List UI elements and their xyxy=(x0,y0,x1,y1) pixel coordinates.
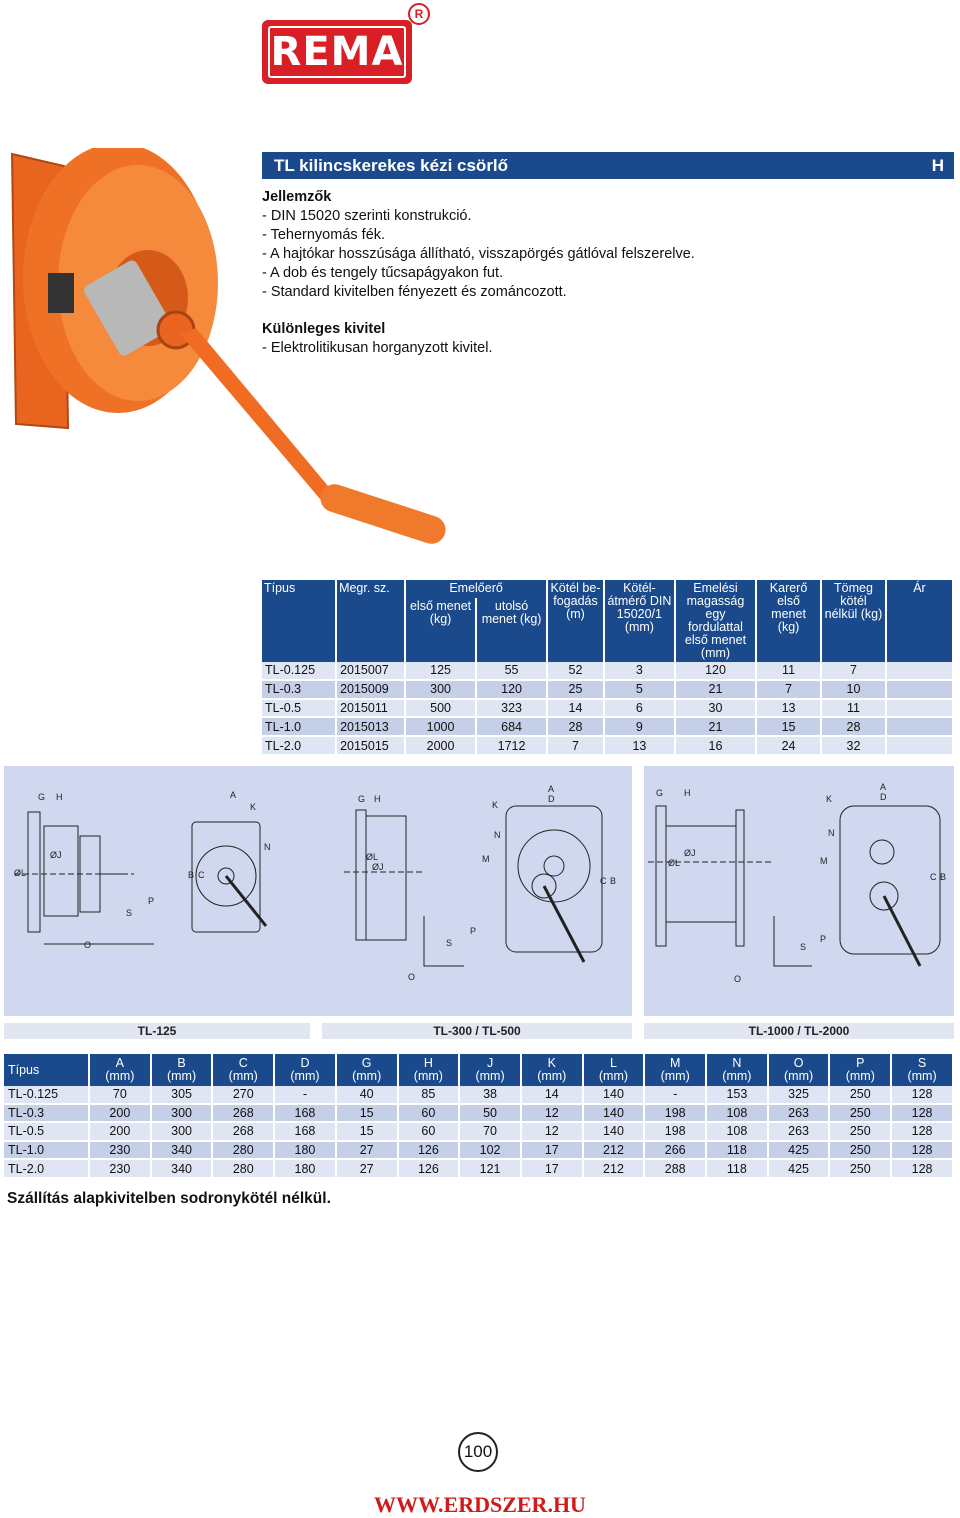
col-first-layer: első menet (kg) xyxy=(405,598,476,662)
svg-text:ØJ: ØJ xyxy=(684,848,696,858)
col-type: Típus xyxy=(4,1054,89,1086)
col-order: Megr. sz. xyxy=(336,580,405,662)
svg-text:N: N xyxy=(494,830,501,840)
special-heading: Különleges kivitel xyxy=(262,321,386,337)
svg-text:M: M xyxy=(482,854,490,864)
svg-text:K: K xyxy=(826,794,833,804)
svg-text:A: A xyxy=(230,790,237,800)
drawing-tl125-tl300 xyxy=(4,766,632,1016)
svg-text:H: H xyxy=(374,794,381,804)
table-row: TL-0.125 70 305 270 - 40 85 38 14 140 - 153 325 250 128 xyxy=(4,1086,953,1104)
svg-text:K: K xyxy=(250,802,257,812)
special-item: - Elektrolitikusan horganyzott kivitel. xyxy=(262,340,493,356)
caption-tl125: TL-125 xyxy=(4,1023,310,1039)
svg-text:A: A xyxy=(880,782,887,792)
svg-text:S: S xyxy=(800,942,807,952)
svg-text:B: B xyxy=(940,872,947,882)
svg-text:D: D xyxy=(548,794,555,804)
logo-text: REMA xyxy=(268,26,406,78)
svg-text:ØJ: ØJ xyxy=(50,850,62,860)
svg-text:G: G xyxy=(38,792,46,802)
page-title: TL kilincskerekes kézi csörlő xyxy=(274,156,509,175)
col-lift-force: Emelőerő xyxy=(405,580,547,598)
title-bar xyxy=(262,152,954,179)
dimension-table: Típus A (mm) B (mm) C (mm) D (mm) G (mm) H (mm) J (mm) K (mm) L (mm) M (mm) N (mm) O (mm) P (mm) S (mm) TL-0.125 70 305 270 - 40 85 38 14 140 - 153 325 250 128 TL-0.3 200 300 268 168 15 60 50 12 140 198 108 263 250 128 TL-0.5 200 300 268 168 15 60 70 12 140 198 108 263 250 128 TL-1.0 230 340 280 180 27 126 102 17 212 266 118 425 250 128 TL-2.0 230 340 280 180 27 126 121 17 212 288 118 425 250 128 xyxy=(4,1054,954,1179)
features-block xyxy=(262,188,882,358)
svg-text:C: C xyxy=(198,870,205,880)
table-row: TL-0.3 200 300 268 168 15 60 50 12 140 198 108 263 250 128 xyxy=(4,1104,953,1123)
table-row: TL-1.0 2015013 1000 684 28 9 21 15 28 xyxy=(262,717,953,736)
col-rope-diameter: Kötél- átmérő DIN 15020/1 (mm) xyxy=(604,580,675,662)
col-weight: Tömeg kötél nélkül (kg) xyxy=(821,580,886,662)
col-price: Ár xyxy=(886,580,953,662)
svg-text:N: N xyxy=(264,842,271,852)
svg-text:N: N xyxy=(828,828,835,838)
table-row: TL-0.5 200 300 268 168 15 60 70 12 140 198 108 263 250 128 xyxy=(4,1122,953,1141)
svg-text:D: D xyxy=(880,792,887,802)
table-row: TL-0.5 2015011 500 323 14 6 30 13 11 xyxy=(262,699,953,718)
svg-text:ØL: ØL xyxy=(668,858,681,868)
col-rope-capacity: Kötél be- fogadás (m) xyxy=(547,580,604,662)
svg-text:M: M xyxy=(820,856,828,866)
caption-tl300-tl500: TL-300 / TL-500 xyxy=(322,1023,632,1039)
rema-logo xyxy=(262,20,412,84)
svg-text:S: S xyxy=(446,938,453,948)
svg-text:C: C xyxy=(930,872,937,882)
svg-text:C: C xyxy=(600,876,607,886)
table-row: TL-0.3 2015009 300 120 25 5 21 7 10 xyxy=(262,680,953,699)
svg-text:ØL: ØL xyxy=(366,852,379,862)
svg-text:O: O xyxy=(408,972,416,982)
registered-mark: R xyxy=(408,3,430,25)
delivery-note: Szállítás alapkivitelben sodronykötél nélkül. xyxy=(7,1190,331,1207)
svg-text:B: B xyxy=(610,876,617,886)
svg-text:A: A xyxy=(548,784,555,794)
col-type: Típus xyxy=(262,580,336,662)
table-row: TL-1.0 230 340 280 180 27 126 102 17 212 266 118 425 250 128 xyxy=(4,1141,953,1160)
svg-text:K: K xyxy=(492,800,499,810)
table-row: TL-2.0 230 340 280 180 27 126 121 17 212 288 118 425 250 128 xyxy=(4,1159,953,1178)
svg-text:P: P xyxy=(820,934,827,944)
table-row: TL-2.0 2015015 2000 1712 7 13 16 24 32 xyxy=(262,736,953,755)
caption-tl1000-tl2000: TL-1000 / TL-2000 xyxy=(644,1023,954,1039)
svg-text:B: B xyxy=(188,870,195,880)
features-heading: Jellemzők xyxy=(262,189,332,205)
feature-item: - Tehernyomás fék. xyxy=(262,227,386,243)
footer-url-link[interactable]: WWW.ERDSZER.HU xyxy=(374,1492,586,1517)
col-crank-force: Karerő első menet (kg) xyxy=(756,580,821,662)
feature-item: - A dob és tengely tűcsapágyakon fut. xyxy=(262,265,504,281)
col-lift-height: Emelési magasság egy fordulattal első menet (mm) xyxy=(675,580,756,662)
feature-item: - DIN 15020 szerinti konstrukció. xyxy=(262,208,472,224)
col-last-layer: utolsó menet (kg) xyxy=(476,598,547,662)
svg-text:H: H xyxy=(56,792,63,802)
svg-text:ØL: ØL xyxy=(14,868,27,878)
svg-text:O: O xyxy=(734,974,742,984)
svg-text:O: O xyxy=(84,940,92,950)
svg-text:H: H xyxy=(684,788,691,798)
page-number: 100 xyxy=(458,1432,498,1472)
section-letter: H xyxy=(931,156,944,175)
feature-item: - A hajtókar hosszúsága állítható, visszapörgés gátlóval felszerelve. xyxy=(262,246,695,262)
svg-text:P: P xyxy=(470,926,477,936)
svg-text:G: G xyxy=(656,788,664,798)
table-row: TL-0.125 2015007 125 55 52 3 120 11 7 xyxy=(262,662,953,680)
spec-table xyxy=(262,580,954,756)
svg-text:S: S xyxy=(126,908,133,918)
svg-text:G: G xyxy=(358,794,366,804)
feature-item: - Standard kivitelben fényezett és zománcozott. xyxy=(262,284,567,300)
drawing-tl1000 xyxy=(644,766,954,1016)
svg-text:P: P xyxy=(148,896,155,906)
svg-text:ØJ: ØJ xyxy=(372,862,384,872)
